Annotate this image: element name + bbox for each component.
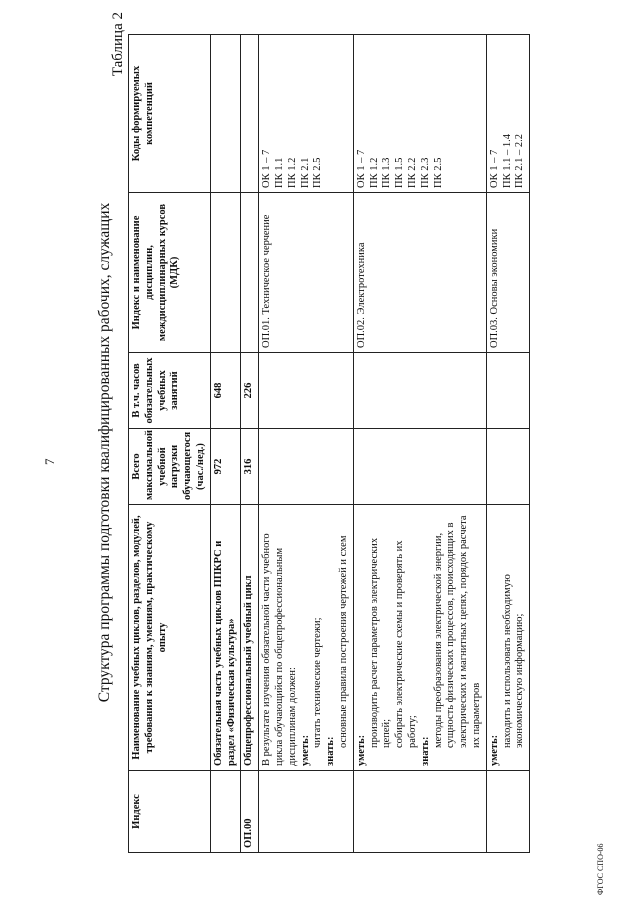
skill-item: читать технические чертежи;	[312, 617, 324, 748]
intro-text: В результате изучения обязательной части учебного цикла обучающийся по общепрофессиональным дисциплинам должен:	[261, 533, 298, 766]
skills-label: уметь:	[299, 734, 311, 766]
table-row-mandatory-part	[210, 35, 241, 853]
col-header-max-load: Всего максимальной учебной нагрузки обучающегося (час./нед.)	[129, 429, 211, 505]
cell-index: ОП.00	[241, 771, 259, 853]
cell-mandatory: 648	[210, 353, 241, 429]
cell-competences	[259, 35, 354, 193]
col-header-competences: Коды формируемых компетенций	[129, 35, 211, 193]
competence-code: ПК 1.2	[368, 157, 380, 188]
competence-code: ПК 1.2	[286, 157, 298, 188]
cell-name	[353, 505, 486, 771]
cell-name: Обязательная часть учебных циклов ППКРС и раздел «Физическая культура»	[210, 505, 241, 771]
cell-name: Общепрофессиональный учебный цикл	[241, 505, 259, 771]
cell-mandatory	[353, 353, 486, 429]
page-number: 7	[42, 458, 57, 465]
skill-item: находить и использовать необходимую экономическую информацию;	[501, 574, 526, 748]
table-row-op02	[353, 35, 486, 853]
table-header-row	[129, 35, 211, 853]
cell-name	[486, 505, 529, 771]
competence-code: ПК 2.2	[406, 157, 418, 188]
cell-index	[353, 771, 486, 853]
cell-discipline: ОП.02. Электротехника	[353, 193, 486, 353]
col-header-index: Индекс	[129, 771, 211, 853]
skills-label: уметь:	[488, 734, 500, 766]
competence-code: ПК 1.1	[273, 157, 285, 188]
cell-index	[486, 771, 529, 853]
competence-code: ПК 2.5	[312, 157, 324, 188]
cell-discipline: ОП.01. Техническое черчение	[259, 193, 354, 353]
cell-discipline: ОП.03. Основы экономики	[486, 193, 529, 353]
table-row-op00	[241, 35, 259, 853]
know-label: знать:	[325, 736, 337, 766]
col-header-discipline: Индекс и наименование дисциплин, междисциплинарных курсов (МДК)	[129, 193, 211, 353]
cell-index	[259, 771, 354, 853]
competence-code: ОК 1 – 7	[355, 149, 367, 188]
competence-code: ПК 1.3	[381, 157, 393, 188]
cell-index	[210, 771, 241, 853]
table-label: Таблица 2	[110, 12, 126, 77]
know-item: основные правила построения чертежей и схем	[337, 535, 349, 748]
competence-code: ПК 1.1 – 1.4	[501, 134, 513, 188]
competence-code: ПК 2.3	[419, 157, 431, 188]
footer-code: ФГОС СПО-06	[596, 843, 605, 895]
cell-competences	[241, 35, 259, 193]
skills-label: уметь:	[355, 734, 367, 766]
cell-competences	[210, 35, 241, 193]
col-header-name: Наименование учебных циклов, разделов, модулей, требования к знаниям, умениям, практическому опыту	[129, 505, 211, 771]
skill-item: производить расчет параметров электрических цепей;	[368, 537, 393, 748]
cell-max-load	[353, 429, 486, 505]
cell-max-load: 316	[241, 429, 259, 505]
competence-code: ОК 1 – 7	[488, 149, 500, 188]
cell-max-load	[486, 429, 529, 505]
know-item: методы преобразования электрической энергии, сущность физических процессов, происходящих в электрических и магнитных цепях, порядок расчета их параметров	[432, 515, 482, 748]
cell-mandatory: 226	[241, 353, 259, 429]
table-row-op01	[259, 35, 354, 853]
cell-competences	[486, 35, 529, 193]
cell-mandatory	[259, 353, 354, 429]
cell-mandatory	[486, 353, 529, 429]
cell-name	[259, 505, 354, 771]
cell-discipline	[210, 193, 241, 353]
structure-table	[128, 34, 530, 853]
table-row-op03	[486, 35, 529, 853]
competence-code: ПК 2.1 – 2.2	[514, 134, 526, 188]
cell-max-load	[259, 429, 354, 505]
know-label: знать:	[419, 736, 431, 766]
cell-discipline	[241, 193, 259, 353]
cell-max-load: 972	[210, 429, 241, 505]
document-title: Структура программы подготовки квалифицированных рабочих, служащих	[96, 202, 113, 703]
col-header-mandatory: В т.ч. часов обязательных учебных занятий	[129, 353, 211, 429]
competence-code: ПК 2.1	[299, 157, 311, 188]
competence-code: ПК 1.5	[394, 157, 406, 188]
competence-code: ПК 2.5	[432, 157, 444, 188]
skill-item: собирать электрические схемы и проверять их работу;	[394, 540, 418, 748]
cell-competences	[353, 35, 486, 193]
competence-code: ОК 1 – 7	[261, 149, 273, 188]
